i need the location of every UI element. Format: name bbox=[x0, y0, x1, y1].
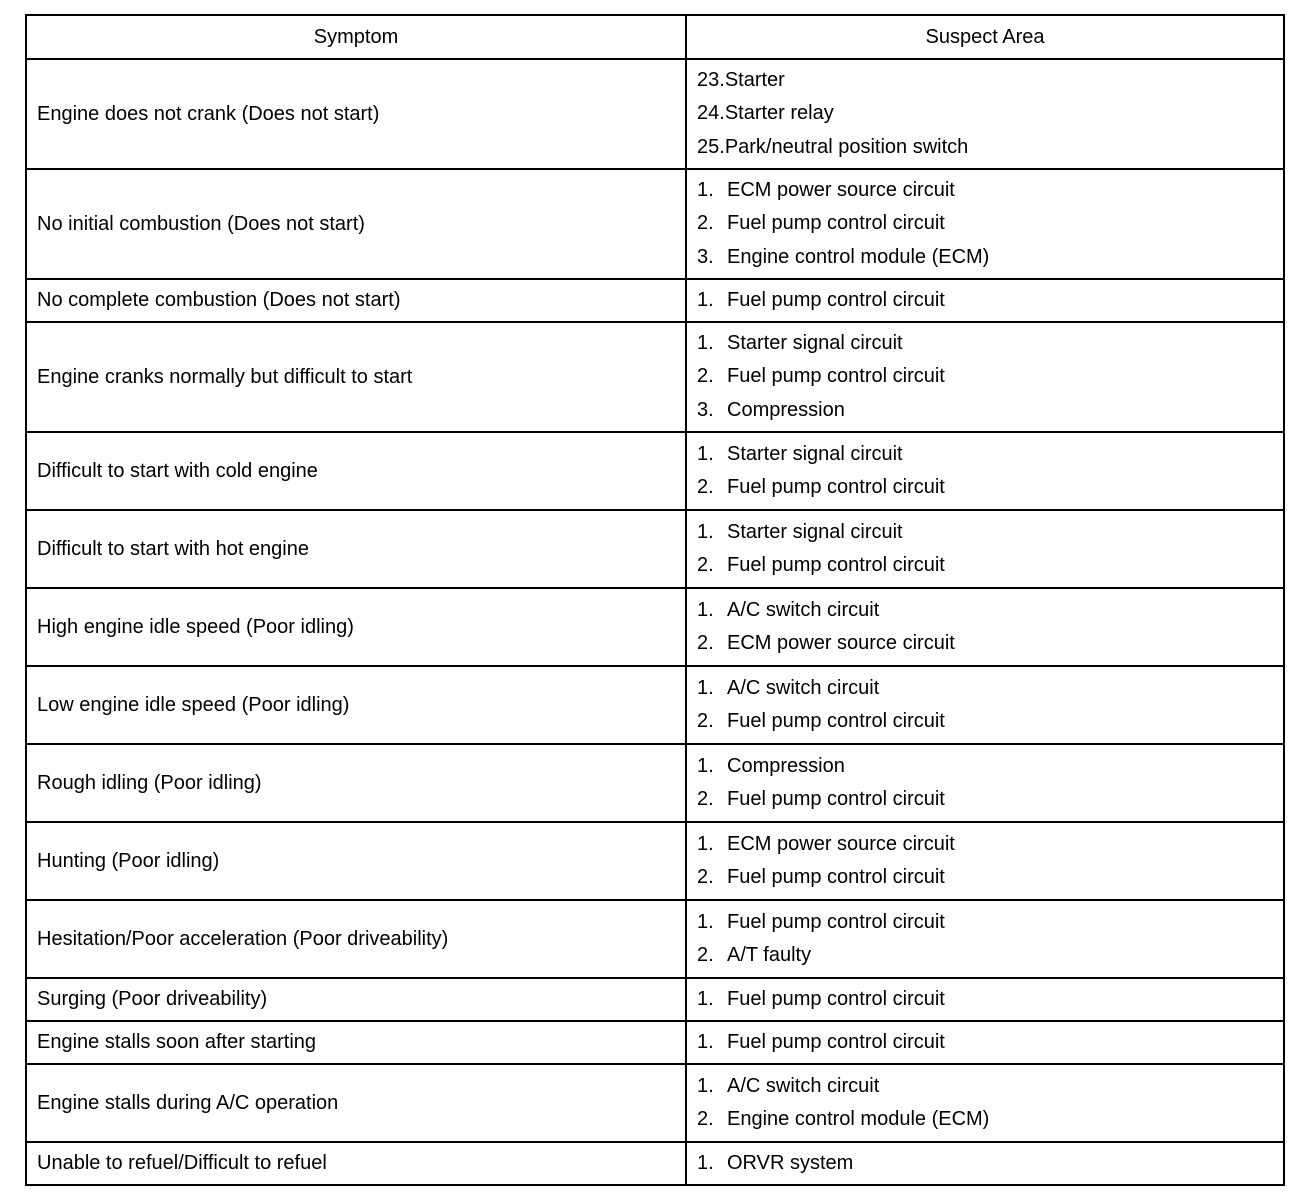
suspect-area-item bbox=[697, 64, 1273, 97]
table-row bbox=[26, 1021, 1284, 1064]
item-number: 1. bbox=[697, 1151, 714, 1174]
item-text: Starter bbox=[724, 69, 785, 92]
table-row bbox=[26, 169, 1284, 279]
item-number: 3. bbox=[697, 398, 714, 421]
suspect-area-item bbox=[697, 672, 1273, 705]
symptom-cell: No complete combustion (Does not start) bbox=[26, 279, 686, 322]
suspect-area-cell bbox=[686, 59, 1284, 169]
item-number: 2. bbox=[697, 944, 714, 967]
table-row bbox=[26, 432, 1284, 510]
item-number: 1. bbox=[697, 1074, 714, 1097]
suspect-area-item bbox=[697, 1147, 1273, 1180]
symptom-cell: Unable to refuel/Difficult to refuel bbox=[26, 1142, 686, 1185]
item-text: ECM power source circuit bbox=[727, 632, 955, 655]
symptom-cell: Hesitation/Poor acceleration (Poor driveability) bbox=[26, 900, 686, 978]
suspect-area-item bbox=[697, 861, 1273, 894]
table-row bbox=[26, 59, 1284, 169]
suspect-area-item bbox=[697, 750, 1273, 783]
suspect-area-cell bbox=[686, 510, 1284, 588]
table-row bbox=[26, 1142, 1284, 1185]
suspect-area-item bbox=[697, 97, 1273, 130]
item-text: Park/neutral position switch bbox=[724, 135, 969, 158]
item-text: A/C switch circuit bbox=[727, 676, 880, 699]
suspect-area-cell bbox=[686, 978, 1284, 1021]
suspect-area-item bbox=[697, 207, 1273, 240]
item-text: Fuel pump control circuit bbox=[727, 212, 945, 235]
suspect-area-cell bbox=[686, 169, 1284, 279]
item-text: Starter signal circuit bbox=[727, 520, 903, 543]
table-row bbox=[26, 900, 1284, 978]
suspect-area-item bbox=[697, 828, 1273, 861]
symptom-cell: Engine stalls during A/C operation bbox=[26, 1064, 686, 1142]
item-text: ORVR system bbox=[727, 1151, 854, 1174]
suspect-area-cell bbox=[686, 322, 1284, 432]
table-row bbox=[26, 822, 1284, 900]
item-text: Fuel pump control circuit bbox=[727, 554, 945, 577]
suspect-area-cell bbox=[686, 279, 1284, 322]
item-text: Compression bbox=[727, 398, 845, 421]
table-row bbox=[26, 978, 1284, 1021]
table-row bbox=[26, 588, 1284, 666]
item-number: 1. bbox=[697, 987, 714, 1010]
table-row bbox=[26, 279, 1284, 322]
item-text: Engine control module (ECM) bbox=[727, 245, 990, 268]
symptom-cell: No initial combustion (Does not start) bbox=[26, 169, 686, 279]
item-text: Starter signal circuit bbox=[727, 442, 903, 465]
item-number: 1. bbox=[697, 442, 714, 465]
symptom-cell: Engine stalls soon after starting bbox=[26, 1021, 686, 1064]
suspect-area-item bbox=[697, 327, 1273, 360]
item-number: 1. bbox=[697, 1030, 714, 1053]
suspect-area-cell bbox=[686, 432, 1284, 510]
item-number: 2. bbox=[697, 1108, 714, 1131]
suspect-area-item bbox=[697, 705, 1273, 738]
suspect-area-item bbox=[697, 983, 1273, 1016]
item-number: 1. bbox=[697, 332, 714, 355]
suspect-area-cell bbox=[686, 1021, 1284, 1064]
suspect-area-item bbox=[697, 594, 1273, 627]
suspect-area-cell bbox=[686, 822, 1284, 900]
symptom-column-header: Symptom bbox=[26, 15, 686, 59]
item-number: 1. bbox=[697, 598, 714, 621]
suspect-area-item bbox=[697, 1026, 1273, 1059]
suspect-area-cell bbox=[686, 744, 1284, 822]
symptom-cell: Rough idling (Poor idling) bbox=[26, 744, 686, 822]
suspect-area-item bbox=[697, 174, 1273, 207]
item-text: A/C switch circuit bbox=[727, 598, 880, 621]
suspect-area-cell bbox=[686, 1142, 1284, 1185]
table-row bbox=[26, 510, 1284, 588]
item-text: Engine control module (ECM) bbox=[727, 1108, 990, 1131]
item-text: Starter relay bbox=[724, 102, 834, 125]
item-number: 23. bbox=[697, 69, 725, 92]
symptom-cell: Engine cranks normally but difficult to start bbox=[26, 322, 686, 432]
suspect-area-cell bbox=[686, 666, 1284, 744]
item-number: 1. bbox=[697, 754, 714, 777]
suspect-area-cell bbox=[686, 1064, 1284, 1142]
item-text: Starter signal circuit bbox=[727, 332, 903, 355]
table-header-row bbox=[26, 15, 1284, 59]
symptom-cell: High engine idle speed (Poor idling) bbox=[26, 588, 686, 666]
item-text: ECM power source circuit bbox=[727, 832, 955, 855]
item-text: A/C switch circuit bbox=[727, 1074, 880, 1097]
item-text: Fuel pump control circuit bbox=[727, 910, 945, 933]
suspect-area-item bbox=[697, 1103, 1273, 1136]
item-text: ECM power source circuit bbox=[727, 179, 955, 202]
item-number: 25. bbox=[697, 135, 725, 158]
suspect-area-item bbox=[697, 471, 1273, 504]
item-text: Fuel pump control circuit bbox=[727, 365, 945, 388]
item-number: 2. bbox=[697, 710, 714, 733]
suspect-area-item bbox=[697, 939, 1273, 972]
symptom-table bbox=[25, 14, 1285, 1186]
table-row bbox=[26, 1064, 1284, 1142]
item-number: 2. bbox=[697, 866, 714, 889]
symptom-cell: Difficult to start with hot engine bbox=[26, 510, 686, 588]
item-number: 2. bbox=[697, 788, 714, 811]
item-number: 2. bbox=[697, 632, 714, 655]
item-text: Fuel pump control circuit bbox=[727, 788, 945, 811]
item-number: 2. bbox=[697, 476, 714, 499]
table-row bbox=[26, 322, 1284, 432]
suspect-area-item bbox=[697, 284, 1273, 317]
item-number: 2. bbox=[697, 212, 714, 235]
symptom-cell: Surging (Poor driveability) bbox=[26, 978, 686, 1021]
item-number: 1. bbox=[697, 179, 714, 202]
item-text: Fuel pump control circuit bbox=[727, 987, 945, 1010]
symptom-cell: Difficult to start with cold engine bbox=[26, 432, 686, 510]
suspect-area-item bbox=[697, 906, 1273, 939]
suspect-area-item bbox=[697, 131, 1273, 164]
suspect-area-item bbox=[697, 241, 1273, 274]
item-number: 1. bbox=[697, 288, 714, 311]
suspect-area-cell bbox=[686, 588, 1284, 666]
suspect-area-item bbox=[697, 438, 1273, 471]
symptom-cell: Engine does not crank (Does not start) bbox=[26, 59, 686, 169]
suspect-area-item bbox=[697, 516, 1273, 549]
item-number: 24. bbox=[697, 102, 725, 125]
item-number: 2. bbox=[697, 365, 714, 388]
suspect-area-item bbox=[697, 1070, 1273, 1103]
suspect-area-item bbox=[697, 627, 1273, 660]
table-body bbox=[26, 59, 1284, 1185]
symptom-cell: Hunting (Poor idling) bbox=[26, 822, 686, 900]
item-number: 1. bbox=[697, 910, 714, 933]
item-number: 1. bbox=[697, 832, 714, 855]
item-text: A/T faulty bbox=[727, 944, 812, 967]
suspect-area-column-header: Suspect Area bbox=[686, 15, 1284, 59]
item-number: 3. bbox=[697, 245, 714, 268]
table-row bbox=[26, 666, 1284, 744]
table-row bbox=[26, 744, 1284, 822]
item-text: Fuel pump control circuit bbox=[727, 1030, 945, 1053]
symptom-cell: Low engine idle speed (Poor idling) bbox=[26, 666, 686, 744]
item-number: 2. bbox=[697, 554, 714, 577]
item-text: Compression bbox=[727, 754, 845, 777]
item-text: Fuel pump control circuit bbox=[727, 710, 945, 733]
suspect-area-item bbox=[697, 783, 1273, 816]
item-text: Fuel pump control circuit bbox=[727, 866, 945, 889]
item-number: 1. bbox=[697, 676, 714, 699]
suspect-area-item bbox=[697, 360, 1273, 393]
item-number: 1. bbox=[697, 520, 714, 543]
suspect-area-item bbox=[697, 549, 1273, 582]
item-text: Fuel pump control circuit bbox=[727, 288, 945, 311]
suspect-area-item bbox=[697, 394, 1273, 427]
suspect-area-cell bbox=[686, 900, 1284, 978]
item-text: Fuel pump control circuit bbox=[727, 476, 945, 499]
